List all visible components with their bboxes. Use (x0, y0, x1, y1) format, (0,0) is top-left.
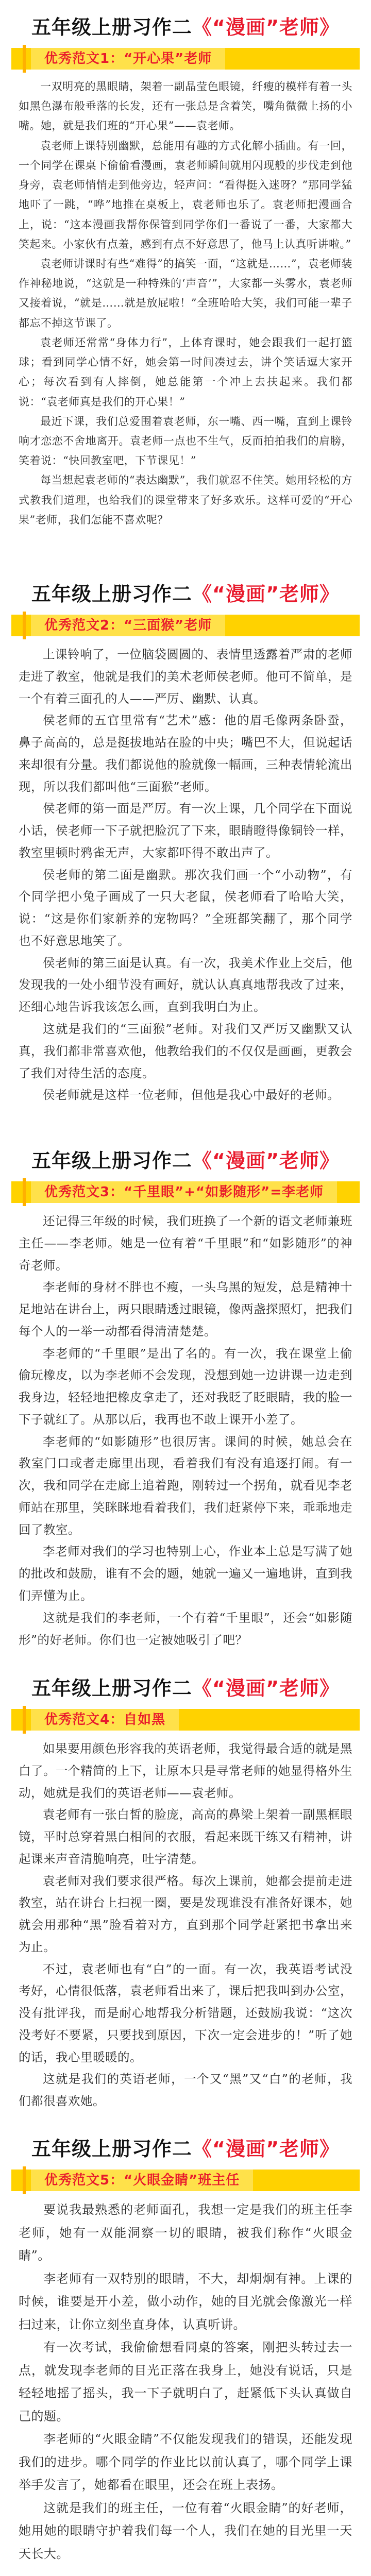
paragraph: 李老师的身材不胖也不瘦，一头乌黑的短发，总是精神十足地站在讲台上，两只眼睛透过眼镜，像两盏探照灯，把我们每个人的一举一动都看得清清楚楚。 (19, 1280, 352, 1338)
title-prefix: 五年级上册习作二 (31, 583, 193, 605)
paragraph: 还记得三年级的时候，我们班换了一个新的语文老师兼班主任——李老师。她是一位有着“千里眼”和“如影随形”的神奇老师。 (19, 1214, 352, 1273)
paragraph: 侯老师的第一面是严厉。有一次上课，几个同学在下面说小话，侯老师一下子就把脸沉了下来，眼睛瞪得像铜铃一样，教室里顿时鸦雀无声，大家都吓得不敢出声了。 (19, 801, 352, 860)
ribbon-label: 优秀范文1： (44, 51, 124, 66)
ribbon-title: “千里眼”+“如影随形”=李老师 (124, 1184, 324, 1200)
ribbon (31, 48, 225, 70)
ribbon-title: 自如黑 (124, 1712, 166, 1727)
paragraph: 袁老师对我们要求很严格。每次上课前，她都会提前走进教室，站在讲台上扫视一圈，要是发现谁没有准备好课本，她就会用那种“黑”脸看着对方，直到那个同学赶紧把书拿出来为止。 (19, 1873, 352, 1954)
paragraph: 李老师的“如影随形”也很厉害。课间的时候，她总会在教室门口或者走廊里出现，看着我们有没有追逐打闹。有一次，我和同学在走廊上追着跑，刚转过一个拐角，就看见李老师站在那里，笑眯眯地看着我们，我们赶紧停下来，乖乖地走回了教室。 (19, 1434, 352, 1537)
title-prefix: 五年级上册习作二 (31, 2138, 193, 2160)
title-accent: 《“漫画”老师》 (192, 2138, 340, 2160)
paragraph: 李老师有一双特别的眼睛，不大，却炯炯有神。上课的时候，谁要是开小差，做小动作，她的目光就会像激光一样扫过来，让你立刻坐直身体，认真听讲。 (19, 2271, 352, 2332)
ribbon (31, 1181, 337, 1203)
paragraph: 要说我最熟悉的老师面孔，我想一定是我们的班主任李老师，她有一双能洞察一切的眼睛，被我们称作“火眼金睛”。 (19, 2202, 352, 2263)
section-title (0, 1145, 371, 1173)
ribbon-title: “开心果”老师 (124, 51, 212, 66)
paragraph: 上课铃响了，一位脑袋圆圆的、表情里透露着严肃的老师走进了教室，他就是我们的美术老师侯老师。他可不简单，是一个有着三面孔的人——严厉、幽默、认真。 (19, 647, 352, 706)
essay-body (19, 77, 352, 530)
title-prefix: 五年级上册习作二 (31, 1677, 193, 1700)
paragraph: 袁老师有一张白皙的脸庞，高高的鼻梁上架着一副黑框眼镜，平时总穿着黑白相间的衣服，看起来既干练又有精神，讲起课来声音清脆响亮，吐字清楚。 (19, 1807, 352, 1866)
section-title (0, 2133, 371, 2161)
paragraph: 李老师的“火眼金睛”不仅能发现我们的错误，还能发现我们的进步。哪个同学的作业比以前认真了，哪个同学上课举手发言了，她都看在眼里，还会在班上表扬。 (19, 2432, 352, 2492)
ribbon-band (11, 48, 360, 70)
ribbon-label: 优秀范文2： (44, 618, 124, 633)
essay-body (19, 1738, 352, 2112)
title-accent: 《“漫画”老师》 (192, 16, 340, 39)
paragraph: 这就是我们的班主任，一位有着“火眼金睛”的好老师，她用她的眼睛守护着我们每一个人，我们在她的目光里一天天长大。 (19, 2500, 352, 2561)
section-title (0, 1672, 371, 1701)
ribbon-label: 优秀范文4： (44, 1712, 124, 1727)
essay-section-5 (0, 2133, 371, 2565)
title-prefix: 五年级上册习作二 (31, 1149, 193, 1172)
ribbon-title: “火眼金睛”班主任 (124, 2173, 240, 2188)
ribbon (31, 1709, 179, 1731)
section-title (0, 578, 371, 606)
paragraph: 有一次考试，我偷偷想看同桌的答案，刚把头转过去一点，就发现李老师的目光正落在我身上，她没有说话，只是轻轻地摇了摇头，我一下子就明白了，赶紧低下头认真做自己的题。 (19, 2340, 352, 2424)
paragraph: 袁老师上课特别幽默，总能用有趣的方式化解小插曲。有一回，一个同学在课桌下偷偷看漫画，袁老师瞬间就用闪现般的步伐走到他身旁，袁老师悄悄走到他旁边，轻声问：“看得挺入迷呀？”那同学猛地吓了一跳，“哗”地推在桌板上，袁老师也乐了。袁老师把漫画合上，说：“这本漫画我帮你保管到同学你们一番说了一番，大家都大笑起来。小家伙有点羞，感到有点不好意思了，他马上认真听讲啦。” (19, 139, 352, 250)
paragraph: 袁老师还常常“身体力行”，上体育课时，她会跟我们一起打篮球；看到同学心情不好，她会第一时间凑过去，讲个笑话逗大家开心；每次看到有人摔倒，她总能第一个冲上去扶起来。我们都说：“袁老师真是我们的开心果！” (19, 336, 352, 408)
paragraph: 这就是我们的李老师，一个有着“千里眼”，还会“如影随形”的好老师。你们也一定被她吸引了吧？ (19, 1610, 352, 1647)
paragraph: 侯老师的第三面是认真。有一次，我美术作业上交后，他发现我的一处小细节没有画好，就认认真真地帮我改了过来，还细心地告诉我该怎么画，直到我明白为止。 (19, 955, 352, 1014)
paragraph: 李老师对我们的学习也特别上心，作业本上总是写满了她的批改和鼓励，谁有不会的题，她就一遍又一遍地讲，直到我们弄懂为止。 (19, 1544, 352, 1603)
title-accent: 《“漫画”老师》 (192, 1149, 340, 1172)
paragraph: 不过，袁老师也有“白”的一面。有一次，我英语考试没考好，心情很低落，袁老师看出来了，课后把我叫到办公室，没有批评我，而是耐心地帮我分析错题，还鼓励我说：“这次没考好不要紧，只要找到原因，下次一定会进步的！”听了她的话，我心里暖暖的。 (19, 1961, 352, 2064)
ribbon-band (11, 615, 360, 636)
ribbon-band (11, 1181, 360, 1203)
essay-body (19, 1210, 352, 1651)
ribbon-label: 优秀范文3： (44, 1184, 124, 1200)
ribbon-band (11, 2170, 360, 2191)
paragraph: 侯老师的五官里常有“艺术”感：他的眉毛像两条卧蚕，鼻子高高的，总是挺拔地站在脸的中央；嘴巴不大，但说起话来却很有分量。我们都说他的脸就像一幅画，三种表情轮流出现，所以我们都叫他“三面猴”老师。 (19, 713, 352, 794)
ribbon-label: 优秀范文5： (44, 2173, 124, 2188)
ribbon (31, 615, 225, 636)
ribbon-band (11, 1709, 360, 1731)
section-title (0, 11, 371, 40)
essay-section-3 (0, 1145, 371, 1651)
title-accent: 《“漫画”老师》 (192, 583, 340, 605)
essay-body (19, 643, 352, 1106)
ribbon (31, 2170, 253, 2191)
essay-section-2 (0, 578, 371, 1106)
paragraph: 袁老师讲课时有些“难得”的搞笑一面，“这就是……”，袁老师装作神秘地说，“这就是一种特殊的‘声音’”，大家都一头雾水，袁老师又接着说，“就是……就是放屁啦！”全班哈哈大笑，我们可能一辈子都忘不掉这节课了。 (19, 257, 352, 329)
paragraph: 每当想起袁老师的“表达幽默”，我们就忍不住笑。她用轻松的方式教我们道理，也给我们的课堂带来了好多欢乐。这样可爱的“开心果”老师，我们怎能不喜欢呢？ (19, 474, 352, 526)
essay-body (19, 2198, 352, 2565)
title-accent: 《“漫画”老师》 (192, 1677, 340, 1700)
essay-section-1 (0, 11, 371, 530)
title-prefix: 五年级上册习作二 (31, 16, 193, 39)
paragraph: 侯老师就是这样一位老师，但他是我心中最好的老师。 (43, 1088, 340, 1103)
paragraph: 李老师的“千里眼”是出了名的。有一次，我在课堂上偷偷玩橡皮，以为李老师不会发现，没想到她一边讲课一边走到我身边，轻轻地把橡皮拿走了，还对我眨了眨眼睛，我的脸一下子就红了。从那以后，我再也不敢上课开小差了。 (19, 1346, 352, 1427)
paragraph: 这就是我们的英语老师，一个又“黑”又“白”的老师，我们都很喜欢她。 (19, 2072, 352, 2109)
paragraph: 侯老师的第二面是幽默。那次我们画一个“小动物”，有个同学把小兔子画成了一只大老鼠，侯老师看了哈哈大笑，说：“这是你们家新养的宠物吗？”全班都笑翻了，那个同学也不好意思地笑了。 (19, 867, 352, 948)
paragraph: 一双明亮的黑眼睛，架着一副晶莹色眼镜，纤瘦的模样有着一头如黑色瀑布般垂落的长发，还有一张总是含着笑，嘴角微微上扬的小嘴。她，就是我们班的“开心果”——袁老师。 (19, 80, 352, 132)
essay-section-4 (0, 1672, 371, 2112)
ribbon-title: “三面猴”老师 (124, 618, 212, 633)
paragraph: 如果要用颜色形容我的英语老师，我觉得最合适的就是黑白了。一个精简的上下，让原本只是寻常老师的她显得格外生动，她就是我们的英语老师——袁老师。 (19, 1741, 352, 1800)
paragraph: 这就是我们的“三面猴”老师。对我们又严厉又幽默又认真，我们都非常喜欢他，他教给我们的不仅仅是画画，更教会了我们对待生活的态度。 (19, 1022, 352, 1080)
paragraph: 最近下课，我们总爱围着袁老师，东一嘴、西一嘴，直到上课铃响才恋恋不舍地离开。袁老师一点也不生气，反而拍拍我们的肩膀，笑着说：“快回教室吧，下节课见！” (19, 415, 352, 467)
